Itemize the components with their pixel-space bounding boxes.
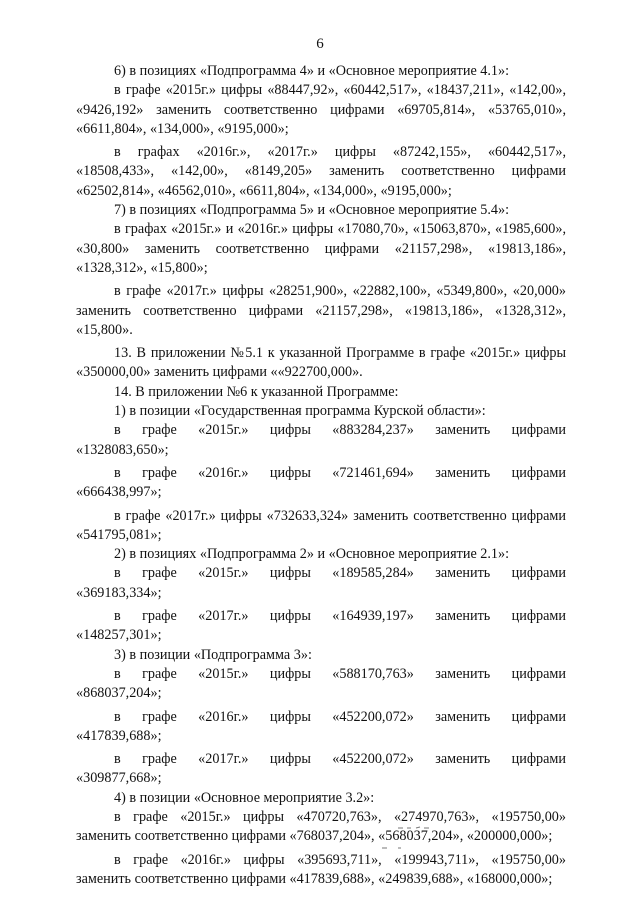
paragraph-text: в графе «2015г.» цифры «883284,237» заменить цифрами xyxy=(114,422,566,439)
paragraph-sub2-2015-line2 xyxy=(76,584,566,603)
paragraph-gp-2016-line2 xyxy=(76,483,566,502)
paragraph-text: 14. В приложении №6 к указанной Программе: xyxy=(114,383,399,400)
paragraph-gp-2017 xyxy=(76,507,566,546)
paragraph-text: «417839,688»; xyxy=(76,727,162,744)
paragraph-text: «309877,668»; xyxy=(76,770,162,787)
paragraph-text: в графах «2015г.» и «2016г.» цифры «17080,70», «15063,870», «1985,600», «30,800» заменить соответственно цифрами «21157,298», «19813,186», «1328,312», «15,800»; xyxy=(76,221,566,276)
paragraph-2015-sub4 xyxy=(76,81,566,139)
paragraph-2016-2017-sub4 xyxy=(76,143,566,201)
paragraph-text: в графе «2017г.» цифры «28251,900», «22882,100», «5349,800», «20,000» заменить соответственно цифрами «21157,298», «19813,186», «1328,312», «15,800». xyxy=(76,283,566,338)
paragraph-item-4-heading xyxy=(76,789,566,808)
paragraph-sub2-2015-line1 xyxy=(76,564,566,583)
paragraph-item-2-heading xyxy=(76,545,566,564)
paragraph-2017-sub5 xyxy=(76,282,566,340)
paragraph-sub2-2017-line2 xyxy=(76,626,566,645)
paragraph-text: 4) в позиции «Основное мероприятие 3.2»: xyxy=(114,789,375,806)
paragraph-text: в графах «2016г.», «2017г.» цифры «87242,155», «60442,517», «18508,433», «142,00», «8149,205» заменить соответственно цифрами «62502,814», «46562,010», «6611,804», «134,000», «9195,000»; xyxy=(76,144,566,199)
paragraph-text: в графе «2016г.» цифры «452200,072» заменить цифрами xyxy=(114,708,566,725)
paragraph-text: «666438,997»; xyxy=(76,484,162,501)
paragraph-text: 1) в позиции «Государственная программа Курской области»: xyxy=(114,403,486,420)
paragraph-item-7-heading xyxy=(76,201,566,220)
scan-artifact-marks xyxy=(380,820,500,860)
paragraph-gp-2015-line2 xyxy=(76,441,566,460)
paragraph-sub3-2017-line2 xyxy=(76,769,566,788)
paragraph-item-1-heading xyxy=(76,402,566,421)
paragraph-gp-2016-line1 xyxy=(76,464,566,483)
paragraph-gp-2015-line1 xyxy=(76,421,566,440)
paragraph-text: в графе «2016г.» цифры «721461,694» заменить цифрами xyxy=(114,464,566,481)
paragraph-sub3-2015-line2 xyxy=(76,684,566,703)
paragraph-sub3-2015-line1 xyxy=(76,665,566,684)
paragraph-sub3-2017-line1 xyxy=(76,750,566,769)
paragraph-text: в графе «2015г.» цифры «88447,92», «60442,517», «18437,211», «142,00», «9426,192» заменить соответственно цифрами «69705,814», «53765,010», «6611,804», «134,000», «9195,000»; xyxy=(76,82,566,137)
document-body xyxy=(76,62,566,889)
paragraph-text: «868037,204»; xyxy=(76,685,162,702)
paragraph-text: в графе «2017г.» цифры «164939,197» заменить цифрами xyxy=(114,608,566,625)
paragraph-text: в графе «2016г.» цифры «395693,711», «199943,711», «195750,00» заменить соответственно цифрами «417839,688», «249839,688», «168000,000»; xyxy=(76,851,566,887)
paragraph-text: в графе «2015г.» цифры «189585,284» заменить цифрами xyxy=(114,565,566,582)
paragraph-text: 3) в позиции «Подпрограмма 3»: xyxy=(114,646,312,663)
paragraph-text: «369183,334»; xyxy=(76,584,162,601)
paragraph-text: 13. В приложении №5.1 к указанной Программе в графе «2015г.» цифры «350000,00» заменить цифрами ««922700,000». xyxy=(76,345,566,381)
paragraph-sub2-2017-line1 xyxy=(76,607,566,626)
paragraph-text: 6) в позициях «Подпрограмма 4» и «Основное мероприятие 4.1»: xyxy=(114,63,510,79)
paragraph-text: в графе «2017г.» цифры «732633,324» заменить соответственно цифрами «541795,081»; xyxy=(76,507,566,543)
paragraph-section-13 xyxy=(76,344,566,383)
paragraph-text: в графе «2015г.» цифры «588170,763» заменить цифрами xyxy=(114,665,566,682)
paragraph-item-3-heading xyxy=(76,646,566,665)
paragraph-item-6-heading xyxy=(76,62,566,81)
paragraph-text: в графе «2015г.» цифры «470720,763», «274970,763», «195750,00» заменить соответственно цифрами «768037,204», «568037,204», «200000,000»; xyxy=(76,808,566,845)
paragraph-sub3-2016-line2 xyxy=(76,727,566,746)
paragraph-text: «148257,301»; xyxy=(76,627,162,644)
paragraph-2015-2016-sub5 xyxy=(76,220,566,278)
paragraph-sub3-2016-line1 xyxy=(76,708,566,727)
paragraph-text: 2) в позициях «Подпрограмма 2» и «Основное мероприятие 2.1»: xyxy=(114,546,510,563)
paragraph-section-14-heading xyxy=(76,383,566,402)
paragraph-text: в графе «2017г.» цифры «452200,072» заменить цифрами xyxy=(114,751,566,768)
paragraph-text: «1328083,650»; xyxy=(76,441,169,458)
paragraph-text: 7) в позициях «Подпрограмма 5» и «Основное мероприятие 5.4»: xyxy=(114,202,510,219)
page-number: 6 xyxy=(316,36,324,52)
